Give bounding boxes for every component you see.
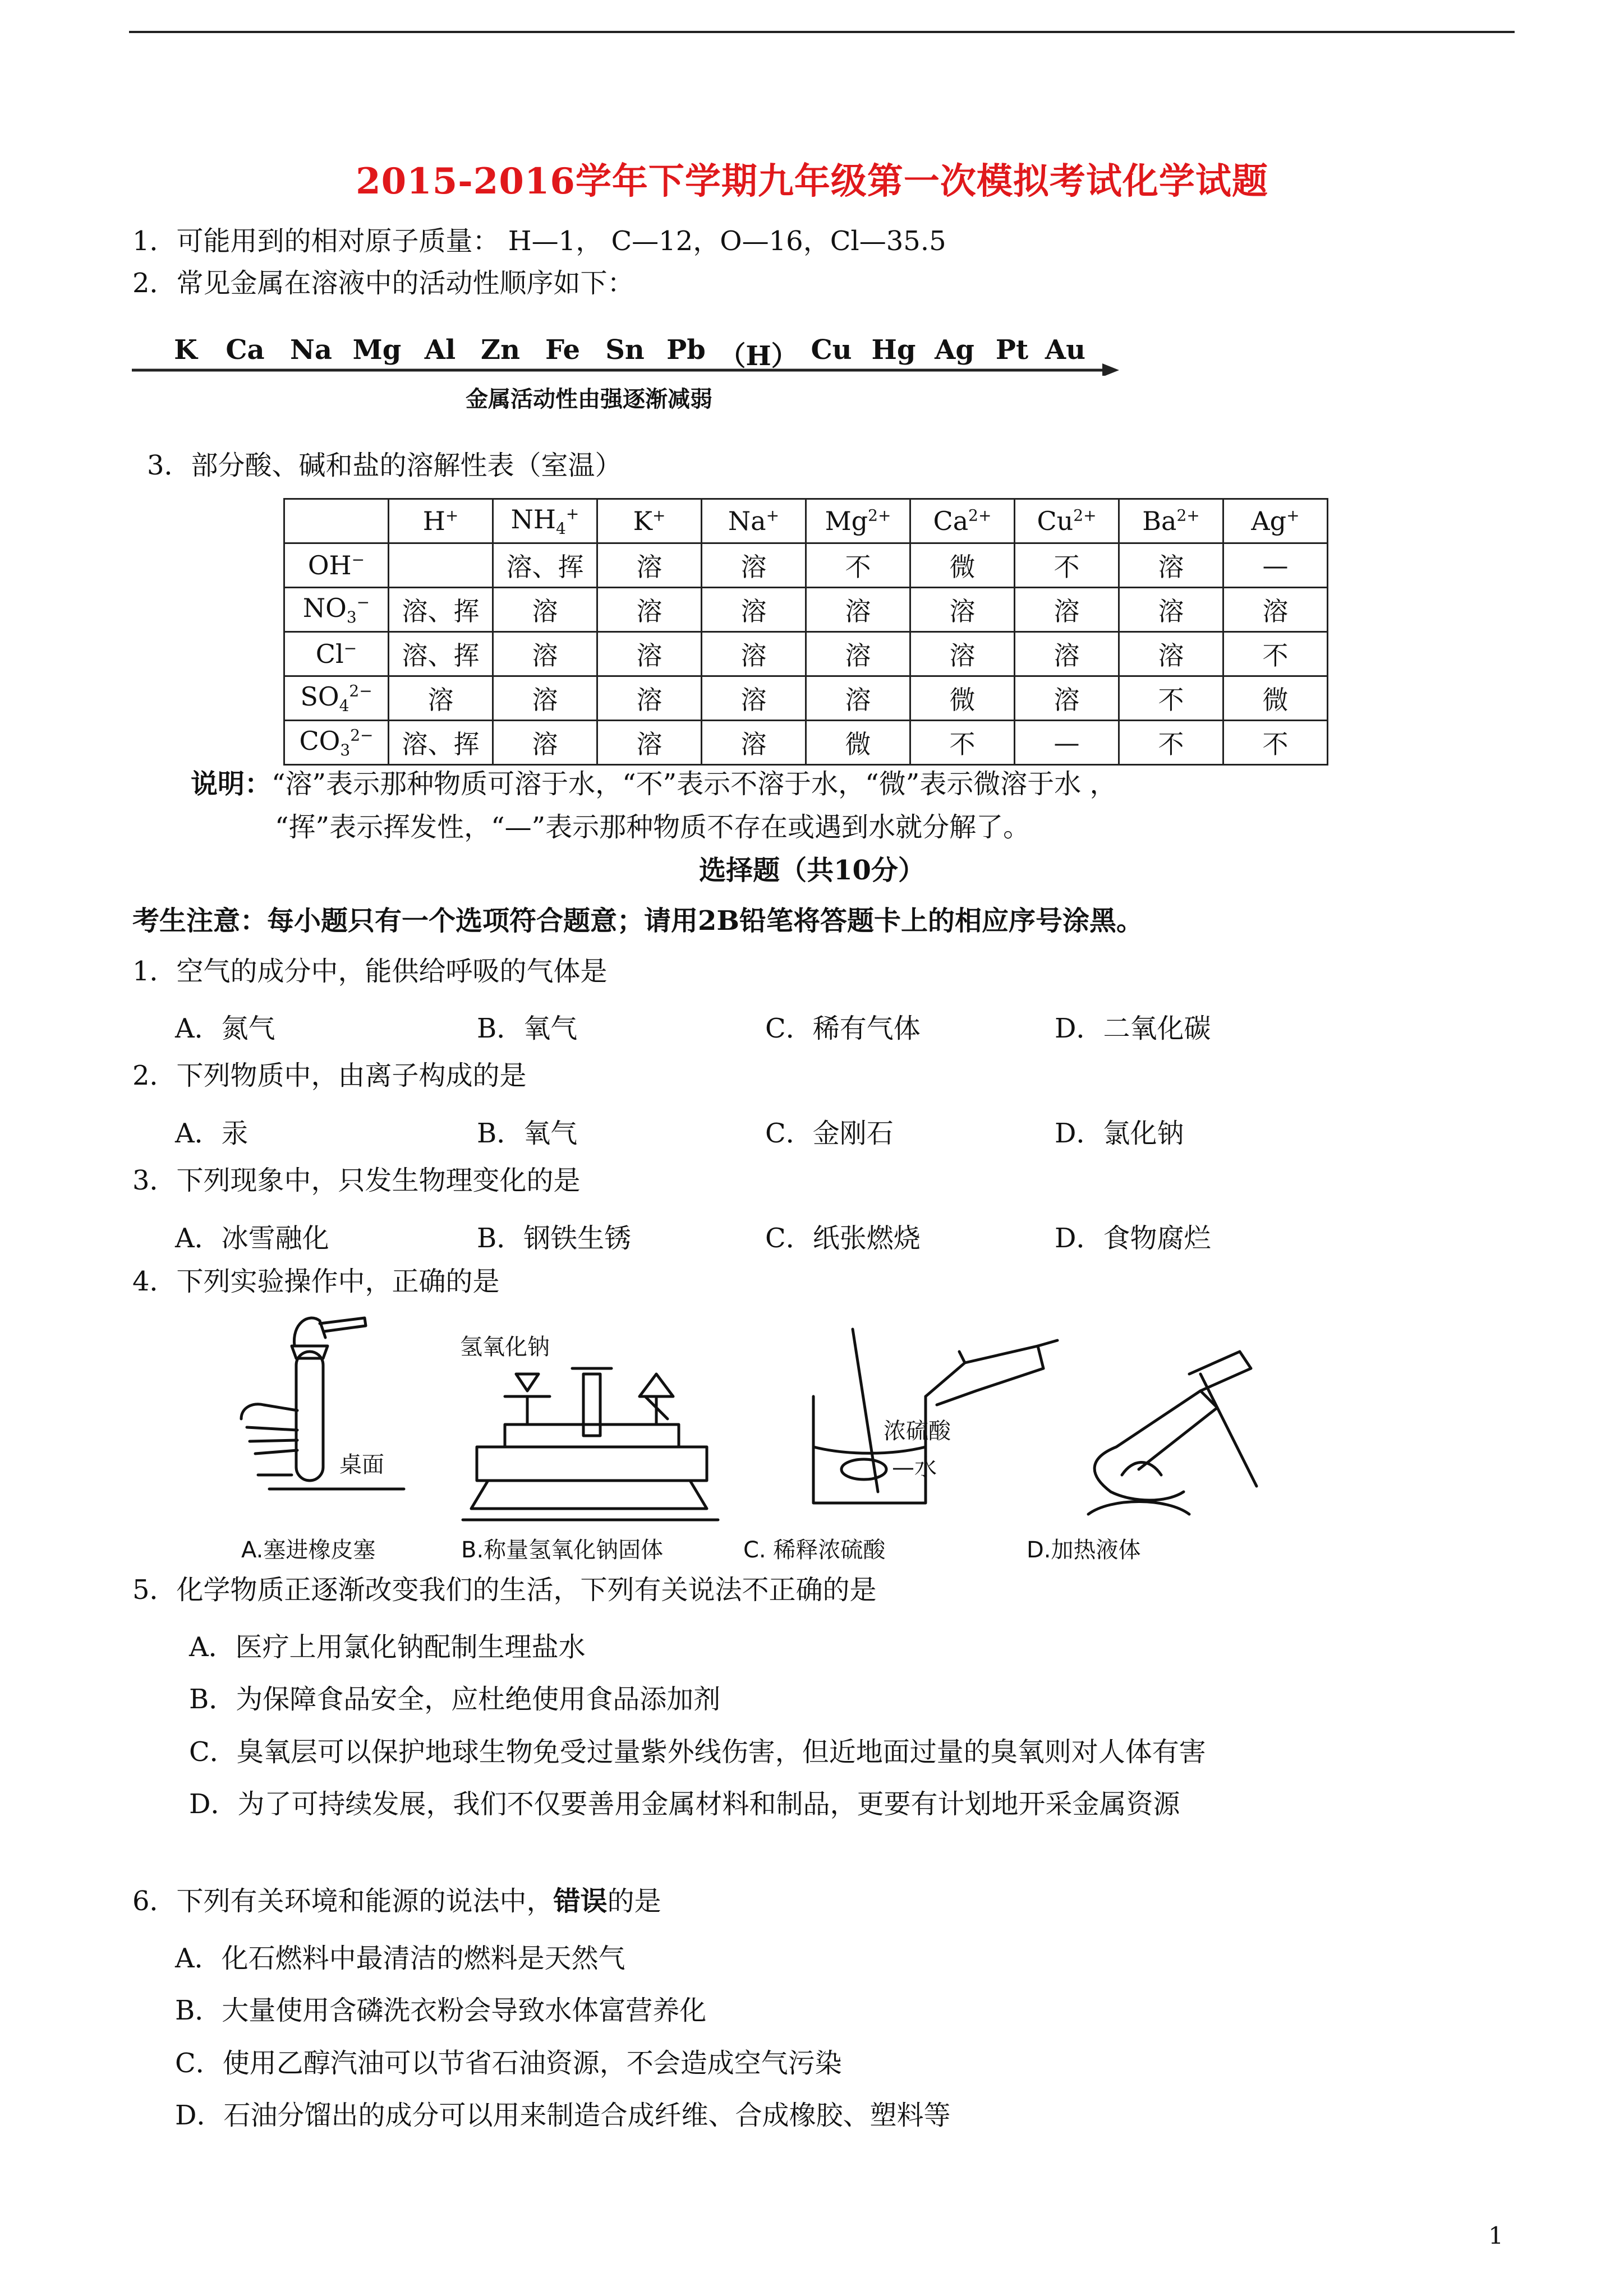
question-1-option-d[interactable]: D．二氧化碳 xyxy=(1055,1013,1211,1044)
caption-a: A.塞进橡皮塞 xyxy=(241,1537,376,1563)
ion-charge: 2+ xyxy=(868,506,891,525)
ion-subscript: 4 xyxy=(556,519,566,538)
table-row xyxy=(284,588,1328,632)
question-2-option-c[interactable]: C．金刚石 xyxy=(765,1118,894,1149)
metal-symbol: Fe xyxy=(545,334,580,366)
solubility-cell: 溶 xyxy=(702,588,806,632)
solubility-cell: 不 xyxy=(1119,721,1223,765)
notes-text-1: “溶”表示那种物质可溶于水，“不”表示不溶于水，“微”表示微溶于水 ， xyxy=(272,768,1117,800)
solubility-cell: 溶 xyxy=(597,721,702,765)
ion-subscript: 3 xyxy=(340,741,351,760)
metal-symbol: Au xyxy=(1045,334,1086,366)
question-3-option-c[interactable]: C．纸张燃烧 xyxy=(765,1223,921,1254)
table-row xyxy=(284,543,1328,588)
solubility-cell: 溶 xyxy=(597,588,702,632)
solubility-cell: 溶 xyxy=(597,632,702,676)
solubility-cell: 溶、挥 xyxy=(389,632,493,676)
solubility-cell: 微 xyxy=(806,721,910,765)
ion-symbol: Ag xyxy=(1251,506,1287,536)
solubility-cell: 溶 xyxy=(702,632,806,676)
ion-symbol: Ca xyxy=(933,506,969,536)
solubility-table xyxy=(283,498,1328,766)
label-concentrated-acid: 浓硫酸 xyxy=(884,1418,951,1444)
metal-symbol: Na xyxy=(290,334,332,366)
notes-label: 说明： xyxy=(191,768,272,800)
ion-charge: 2+ xyxy=(1176,506,1200,525)
solubility-cell: 溶 xyxy=(597,543,702,588)
solubility-cell: 溶 xyxy=(702,721,806,765)
metal-symbol: Ag xyxy=(935,334,974,366)
ion-charge: + xyxy=(565,504,579,523)
question-1-option-a[interactable]: A．氮气 xyxy=(175,1013,275,1044)
question-5-option-a[interactable]: A．医疗上用氯化钠配制生理盐水 xyxy=(189,1631,586,1663)
metal-symbol: Al xyxy=(424,334,456,366)
ion-charge: − xyxy=(343,639,357,658)
caption-b: B.称量氢氧化钠固体 xyxy=(461,1537,664,1563)
solubility-cell: — xyxy=(1223,543,1328,588)
metal-symbol: （H） xyxy=(719,340,798,372)
solubility-cell: 溶 xyxy=(1119,543,1223,588)
solubility-cell xyxy=(389,543,493,588)
question-1-stem: 1．空气的成分中，能供给呼吸的气体是 xyxy=(132,956,608,987)
question-5-option-d[interactable]: D．为了可持续发展，我们不仅要善用金属材料和制品，更要有计划地开采金属资源 xyxy=(189,1788,1180,1820)
question-4-stem: 4．下列实验操作中，正确的是 xyxy=(132,1266,500,1297)
solubility-cell: 溶、挥 xyxy=(389,721,493,765)
solubility-cell: 溶 xyxy=(806,676,910,721)
question-5-stem: 5．化学物质正逐渐改变我们的生活，下列有关说法不正确的是 xyxy=(132,1574,877,1606)
table-row xyxy=(284,721,1328,765)
ion-charge: + xyxy=(445,506,459,525)
label-water xyxy=(892,1450,937,1482)
ion-symbol: K xyxy=(633,506,652,536)
ion-symbol: Cu xyxy=(1037,506,1074,536)
solubility-cell: 不 xyxy=(1223,632,1328,676)
solubility-cell: 溶 xyxy=(910,588,1015,632)
ion-symbol: Mg xyxy=(825,506,868,536)
info-line-2: 2．常见金属在溶液中的活动性顺序如下： xyxy=(132,268,634,299)
caption-d: D.加热液体 xyxy=(1027,1537,1141,1563)
lab-operations-figure xyxy=(213,1307,1335,1525)
metal-symbol: Zn xyxy=(481,334,520,366)
metal-symbol: Cu xyxy=(811,334,852,366)
question-5-option-b[interactable]: B．为保障食品安全，应杜绝使用食品添加剂 xyxy=(189,1684,721,1715)
solubility-cell: 微 xyxy=(1223,676,1328,721)
table-row xyxy=(284,676,1328,721)
solubility-cell: 溶、挥 xyxy=(389,588,493,632)
ion-symbol: NH xyxy=(510,504,556,534)
question-5-option-c[interactable]: C．臭氧层可以保护地球生物免受过量紫外线伤害，但近地面过量的臭氧则对人体有害 xyxy=(189,1736,1206,1768)
question-3-option-d[interactable]: D．食物腐烂 xyxy=(1055,1223,1211,1254)
solubility-cell: 溶 xyxy=(493,721,597,765)
ion-subscript: 3 xyxy=(346,608,357,627)
cation-header xyxy=(597,499,702,543)
metal-symbol: Hg xyxy=(871,334,916,366)
solubility-cell: 溶 xyxy=(702,543,806,588)
ion-charge: − xyxy=(351,550,365,569)
notes-line-2: “挥”表示挥发性，“—”表示那种物质不存在或遇到水就分解了。 xyxy=(275,812,1030,843)
metal-symbol: Pb xyxy=(666,334,706,366)
label-water-dash: — xyxy=(892,1455,914,1481)
anion-header xyxy=(284,632,389,676)
cation-header xyxy=(702,499,806,543)
label-water-text: 水 xyxy=(914,1455,937,1481)
ion-charge: 2+ xyxy=(1073,506,1097,525)
anion-header xyxy=(284,543,389,588)
cation-header xyxy=(806,499,910,543)
activity-arrow-icon xyxy=(132,359,1119,376)
question-6-stem-emphasis: 错误 xyxy=(553,1885,608,1917)
question-3-option-a[interactable]: A．冰雪融化 xyxy=(175,1223,329,1254)
anion-header xyxy=(284,588,389,632)
question-1-option-b[interactable]: B．氧气 xyxy=(477,1013,578,1044)
cation-header xyxy=(493,499,597,543)
cation-header xyxy=(1119,499,1223,543)
page-title: 2015-2016学年下学期九年级第一次模拟考试化学试题 xyxy=(356,160,1268,202)
question-6-stem xyxy=(132,1884,661,1918)
solubility-cell: 溶 xyxy=(493,676,597,721)
page-number: 1 xyxy=(1488,2222,1503,2249)
info-line-1: 1．可能用到的相对原子质量： H—1， C—12，O—16，Cl—35.5 xyxy=(132,225,946,257)
question-6-option-d[interactable]: D．石油分馏出的成分可以用来制造合成纤维、合成橡胶、塑料等 xyxy=(175,2100,951,2131)
question-1-option-c[interactable]: C．稀有气体 xyxy=(765,1013,921,1044)
question-2-option-d[interactable]: D．氯化钠 xyxy=(1055,1118,1184,1149)
question-2-option-b[interactable]: B．氧气 xyxy=(477,1118,578,1149)
diagram-d-heating-icon xyxy=(1088,1352,1257,1514)
ion-charge: + xyxy=(1286,506,1300,525)
solubility-cell: — xyxy=(1015,721,1119,765)
question-6-option-a[interactable]: A．化石燃料中最清洁的燃料是天然气 xyxy=(175,1943,625,1974)
metal-symbol: Ca xyxy=(226,334,265,366)
solubility-cell: 不 xyxy=(1223,721,1328,765)
solubility-cell: 不 xyxy=(806,543,910,588)
ion-charge: 2− xyxy=(349,681,372,700)
ion-symbol: Ba xyxy=(1142,506,1177,536)
ion-charge: + xyxy=(652,506,666,525)
question-6-option-c[interactable]: C．使用乙醇汽油可以节省石油资源，不会造成空气污染 xyxy=(175,2048,842,2079)
solubility-cell: 溶 xyxy=(1015,676,1119,721)
info-line-3: 3．部分酸、碱和盐的溶解性表（室温） xyxy=(147,450,622,481)
metal-symbol: Mg xyxy=(352,334,402,366)
question-3-option-b[interactable]: B．钢铁生锈 xyxy=(477,1223,632,1254)
solubility-cell: 溶 xyxy=(1119,632,1223,676)
ion-charge: 2+ xyxy=(968,506,992,525)
solubility-cell: 溶 xyxy=(1223,588,1328,632)
solubility-cell: 不 xyxy=(910,721,1015,765)
solubility-cell: 溶 xyxy=(1119,588,1223,632)
cation-header xyxy=(1223,499,1328,543)
ion-charge: + xyxy=(766,506,780,525)
question-6-stem-pre: 6．下列有关环境和能源的说法中， xyxy=(132,1885,554,1917)
table-row xyxy=(284,632,1328,676)
ion-symbol: Na xyxy=(728,506,766,536)
top-rule xyxy=(129,31,1515,33)
anion-header xyxy=(284,676,389,721)
solubility-cell: 溶 xyxy=(597,676,702,721)
metal-symbol: K xyxy=(174,334,197,366)
metal-symbol: Pt xyxy=(995,334,1029,366)
question-2-stem: 2．下列物质中，由离子构成的是 xyxy=(132,1060,527,1091)
solubility-cell: 溶 xyxy=(806,588,910,632)
solubility-cell: 溶 xyxy=(1015,632,1119,676)
ion-symbol: CO xyxy=(299,725,341,756)
ion-symbol: H xyxy=(422,506,445,536)
section-title: 选择题（共10分） xyxy=(699,855,925,886)
solubility-cell: 溶、挥 xyxy=(493,543,597,588)
question-3-stem: 3．下列现象中，只发生物理变化的是 xyxy=(132,1165,581,1196)
activity-arrow-caption: 金属活动性由强逐渐减弱 xyxy=(466,386,712,412)
caption-c: C. 稀释浓硫酸 xyxy=(743,1537,886,1563)
cation-header xyxy=(910,499,1015,543)
solubility-cell: 不 xyxy=(1015,543,1119,588)
ion-symbol: Cl xyxy=(315,639,344,669)
solubility-cell: 微 xyxy=(910,543,1015,588)
table-corner-cell xyxy=(284,499,389,543)
solubility-cell: 微 xyxy=(910,676,1015,721)
ion-symbol: NO xyxy=(302,592,347,623)
ion-charge: − xyxy=(356,593,370,612)
cation-header xyxy=(1015,499,1119,543)
solubility-cell: 溶 xyxy=(493,588,597,632)
solubility-cell: 溶 xyxy=(1015,588,1119,632)
ion-charge: 2− xyxy=(350,726,374,745)
solubility-cell: 溶 xyxy=(910,632,1015,676)
cation-header xyxy=(389,499,493,543)
label-naoh: 氢氧化钠 xyxy=(460,1334,550,1360)
solubility-cell: 溶 xyxy=(389,676,493,721)
exam-instruction: 考生注意：每小题只有一个选项符合题意；请用2B铅笔将答题卡上的相应序号涂黑。 xyxy=(132,905,1143,937)
question-6-option-b[interactable]: B．大量使用含磷洗衣粉会导致水体富营养化 xyxy=(175,1995,707,2026)
question-6-stem-post: 的是 xyxy=(607,1885,661,1917)
metal-symbol: Sn xyxy=(605,334,645,366)
notes-line-1 xyxy=(191,767,1117,801)
solubility-cell: 溶 xyxy=(702,676,806,721)
ion-symbol: OH xyxy=(307,550,352,580)
diagram-b-balance-icon xyxy=(463,1368,718,1520)
ion-symbol: SO xyxy=(300,681,339,712)
solubility-cell: 溶 xyxy=(493,632,597,676)
ion-subscript: 4 xyxy=(339,697,349,716)
label-desk: 桌面 xyxy=(339,1452,384,1478)
question-2-option-a[interactable]: A．汞 xyxy=(175,1118,249,1149)
solubility-cell: 不 xyxy=(1119,676,1223,721)
anion-header xyxy=(284,721,389,765)
table-header-row xyxy=(284,499,1328,543)
solubility-cell: 溶 xyxy=(806,632,910,676)
